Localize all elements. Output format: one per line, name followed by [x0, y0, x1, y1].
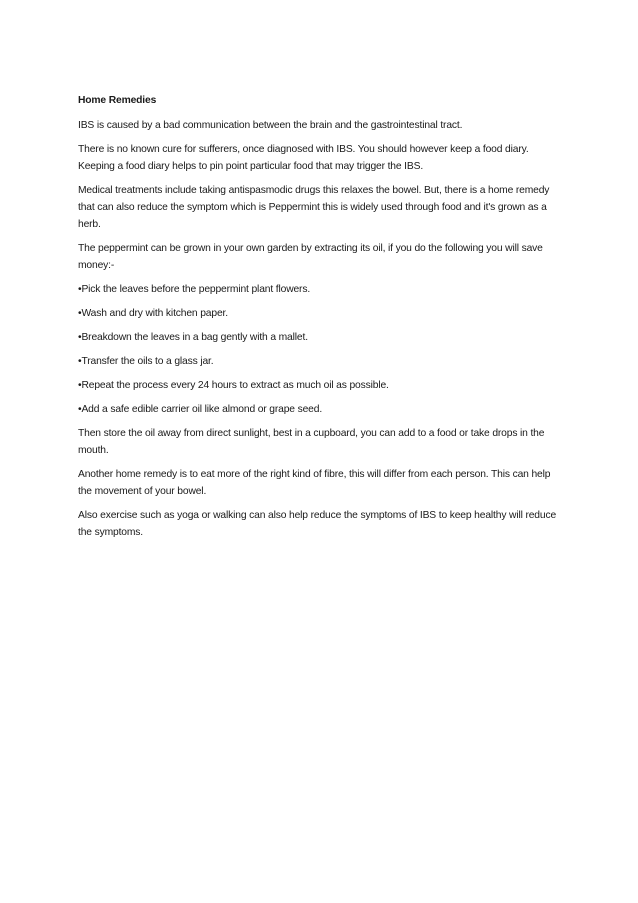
- storage-paragraph: Then store the oil away from direct sunlight, best in a cupboard, you can add to a food or take drops in the mouth.: [78, 428, 545, 456]
- document-title: Home Remedies: [78, 95, 157, 106]
- bullet-item: •Breakdown the leaves in a bag gently with a mallet.: [78, 332, 308, 343]
- document-page: [78, 92, 564, 548]
- bullet-item: •Add a safe edible carrier oil like almond or grape seed.: [78, 404, 323, 415]
- fibre-paragraph: Another home remedy is to eat more of the right kind of fibre, this will differ from each person. This can help the movement of your bowel.: [78, 469, 551, 497]
- intro-paragraph: IBS is caused by a bad communication between the brain and the gastrointestinal tract.: [78, 120, 463, 131]
- bullet-item: •Repeat the process every 24 hours to extract as much oil as possible.: [78, 380, 389, 391]
- peppermint-paragraph: The peppermint can be grown in your own garden by extracting its oil, if you do the following you will save money:-: [78, 243, 543, 271]
- bullet-item: •Pick the leaves before the peppermint plant flowers.: [78, 284, 311, 295]
- bullet-item: •Transfer the oils to a glass jar.: [78, 356, 214, 367]
- bullet-item: •Wash and dry with kitchen paper.: [78, 308, 228, 319]
- treatment-paragraph: Medical treatments include taking antispasmodic drugs this relaxes the bowel. But, there is a home remedy that can also reduce the symptom which is Peppermint this is widely used through food and it's grown as a herb.: [78, 185, 550, 230]
- exercise-paragraph: Also exercise such as yoga or walking can also help reduce the symptoms of IBS to keep healthy will reduce the symptoms.: [78, 510, 557, 538]
- cure-paragraph: There is no known cure for sufferers, once diagnosed with IBS. You should however keep a food diary. Keeping a food diary helps to pin point particular food that may trigger the IBS.: [78, 144, 529, 172]
